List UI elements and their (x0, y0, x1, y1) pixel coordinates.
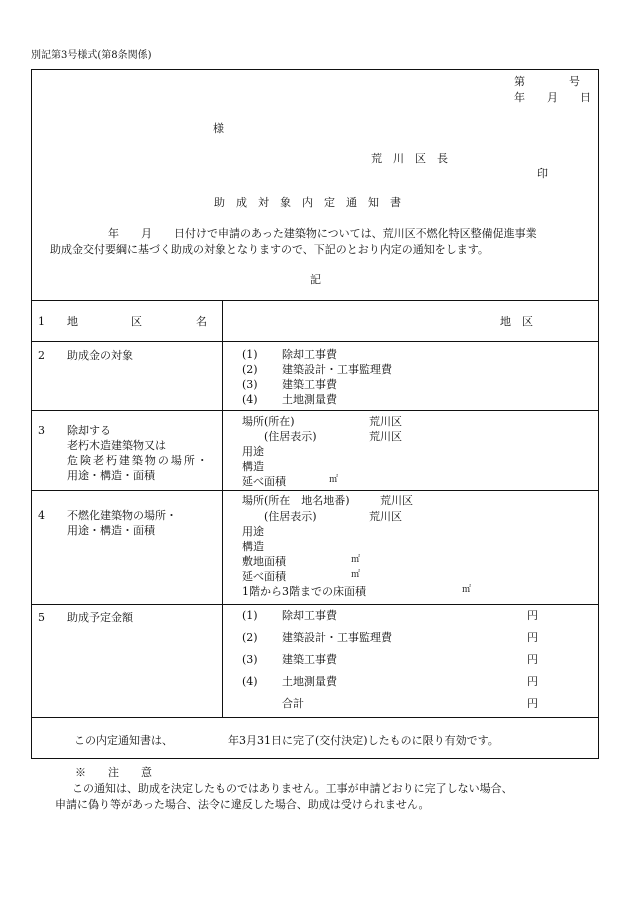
district-label-char: 名 (196, 315, 207, 328)
row-divider (31, 604, 599, 605)
total-label: 合計 (282, 697, 304, 710)
list-item-number: (4) (242, 675, 258, 688)
unit-sqm: ㎡ (351, 570, 361, 580)
demolish-label: 危険老朽建築物の場所・ (67, 454, 210, 467)
table-bottom-line (31, 717, 599, 718)
document-number-label: 第 号 (514, 75, 580, 88)
yen-unit: 円 (527, 609, 538, 622)
row-divider (31, 341, 599, 342)
unit-sqm: ㎡ (462, 585, 472, 595)
row-number: 5 (38, 611, 45, 624)
planned-amount-label: 助成予定金額 (67, 611, 133, 624)
issuer-name: 荒 川 区 長 (371, 152, 448, 165)
list-item: 除却工事費 (282, 348, 337, 361)
form-label: 別記第3号様式(第8条関係) (31, 50, 152, 61)
address-label: (住居表示) (264, 430, 317, 443)
list-item-number: (1) (242, 609, 258, 622)
document-date-label: 年 月 日 (514, 91, 591, 104)
document-title: 助 成 対 象 内 定 通 知 書 (214, 196, 401, 209)
body-line-2: 助成金交付要綱に基づく助成の対象となりますので、下記のとおり内定の通知をします。 (50, 243, 489, 256)
site-area-label: 敷地面積 (242, 555, 286, 568)
note-line-2: 申請に偽り等があった場合、法令に違反した場合、助成は受けられません。 (55, 798, 430, 811)
note-line-1: この通知は、助成を決定したものではありません。工事が申請どおりに完了しない場合、 (72, 782, 513, 795)
yen-unit: 円 (527, 631, 538, 644)
list-item: 建築設計・工事監理費 (282, 631, 392, 644)
subsidy-target-label: 助成金の対象 (67, 349, 133, 362)
unit-sqm: ㎡ (329, 475, 339, 485)
unit-sqm: ㎡ (351, 555, 361, 565)
body-line-1: 年 月 日付けで申請のあった建築物については、荒川区不燃化特区整備促進事業 (108, 227, 537, 240)
demolish-label: 除却する (67, 424, 111, 437)
demolish-label: 老朽木造建築物又は (67, 439, 166, 452)
row-number: 2 (38, 349, 45, 362)
floor-1-3-area-label: 1階から3階までの床面積 (242, 585, 366, 598)
structure-label: 構造 (242, 460, 264, 473)
addressee-suffix: 様 (213, 122, 224, 135)
list-item: 建築工事費 (282, 653, 337, 666)
use-label: 用途 (242, 525, 264, 538)
note-heading: ※ 注 意 (75, 766, 152, 779)
floor-area-label: 延べ面積 (242, 475, 286, 488)
table-top-line (31, 300, 599, 301)
use-label: 用途 (242, 445, 264, 458)
row-number: 1 (38, 315, 45, 328)
place-value: 荒川区 (369, 415, 402, 428)
fireproof-label: 不燃化建築物の場所・ (67, 509, 177, 522)
address-value: 荒川区 (369, 430, 402, 443)
demolish-label: 用途・構造・面積 (67, 469, 155, 482)
ki-label: 記 (310, 273, 321, 286)
column-divider (222, 300, 223, 717)
yen-unit: 円 (527, 697, 538, 710)
validity-text: 年3月31日に完了(交付決定)したものに限り有効です。 (228, 734, 499, 747)
validity-prefix: この内定通知書は、 (74, 734, 173, 747)
list-item-number: (3) (242, 378, 258, 391)
address-label: (住居表示) (264, 510, 317, 523)
structure-label: 構造 (242, 540, 264, 553)
seal-mark: 印 (537, 167, 548, 180)
district-value: 地 区 (500, 315, 533, 328)
row-divider (31, 410, 599, 411)
district-label-char: 区 (131, 315, 142, 328)
list-item-number: (4) (242, 393, 258, 406)
yen-unit: 円 (527, 675, 538, 688)
place-value: 荒川区 (380, 494, 413, 507)
list-item: 土地測量費 (282, 675, 337, 688)
list-item-number: (2) (242, 631, 258, 644)
list-item: 除却工事費 (282, 609, 337, 622)
list-item-number: (3) (242, 653, 258, 666)
list-item-number: (2) (242, 363, 258, 376)
fireproof-label: 用途・構造・面積 (67, 524, 155, 537)
list-item: 建築工事費 (282, 378, 337, 391)
list-item: 建築設計・工事監理費 (282, 363, 392, 376)
row-divider (31, 490, 599, 491)
yen-unit: 円 (527, 653, 538, 666)
address-value: 荒川区 (369, 510, 402, 523)
place-label: 場所(所在 地名地番) (242, 494, 350, 507)
list-item-number: (1) (242, 348, 258, 361)
floor-area-label: 延べ面積 (242, 570, 286, 583)
district-label-char: 地 (67, 315, 78, 328)
row-number: 3 (38, 424, 45, 437)
list-item: 土地測量費 (282, 393, 337, 406)
place-label: 場所(所在) (242, 415, 295, 428)
row-number: 4 (38, 509, 45, 522)
